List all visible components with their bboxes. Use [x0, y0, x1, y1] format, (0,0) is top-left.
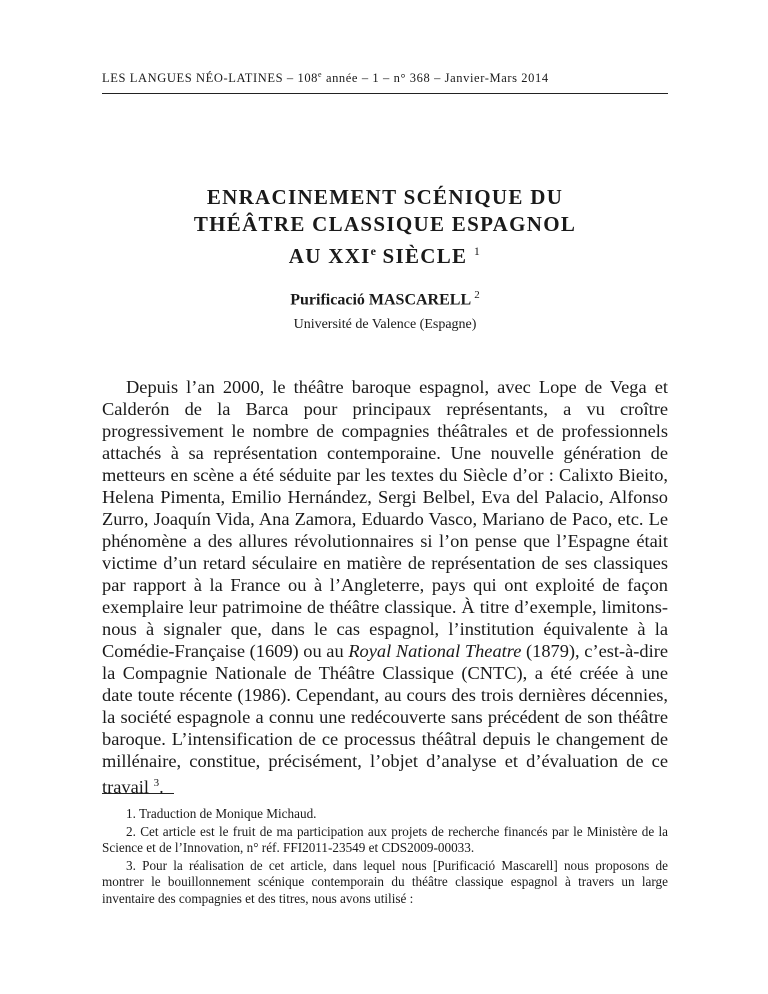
footnote-3: 3. Pour la réalisation de cet article, dans lequel nous [Purificació Mascarell] nous proposons de montrer le bouillonnement scénique contemporain du théâtre classique espagnol à travers un large inventaire des compagnies et des titres, nous avons utilisé : [102, 857, 668, 906]
title-line-2: THÉÂTRE CLASSIQUE ESPAGNOL [193, 212, 577, 236]
footnotes [102, 806, 668, 908]
footnote-ref-2[interactable]: 2 [474, 289, 480, 301]
journal-name: LES LANGUES NÉO-LATINES [102, 71, 284, 86]
italic-title: Royal National Theatre [348, 641, 522, 661]
volume-number: 108 [297, 71, 319, 86]
footnote-ref-3[interactable]: 3 [153, 777, 160, 789]
title-line-1: ENRACINEMENT SCÉNIQUE DU [206, 185, 564, 209]
author-name: Purificació MASCARELL $^2$ [290, 289, 480, 309]
author-affiliation: Université de Valence (Espagne) [293, 317, 477, 332]
title-line-3: AU XXIe SIÈCLE $^1$ [288, 244, 482, 268]
running-head: LES LANGUES NÉO-LATINES – 108e année – 1 – n° 368 – Janvier-Mars 2014 [102, 70, 668, 94]
footnote-separator [102, 793, 174, 794]
footnote-ref-1[interactable]: 1 [473, 244, 482, 258]
fascicle-number: 1 [372, 71, 380, 86]
article-title [102, 184, 668, 270]
footnote-1: 1. Traduction de Monique Michaud. [126, 806, 317, 821]
issue-number: n° 368 [393, 71, 431, 86]
footnote-2: 2. Cet article est le fruit de ma participation aux projets de recherche financés par le Ministère de la Science et de l’Innovation, n° réf. FFI2011-23549 et CDS2009-00033. [102, 823, 668, 855]
issue-date: Janvier-Mars 2014 [444, 71, 549, 86]
body-paragraph: Depuis l’an 2000, le théâtre baroque espagnol, avec Lope de Vega et Calderón de la Barca pour principaux représentants, a vu croître progressivement le nombre de compagnies théâtrales et de professionnels attachés à sa représentation contemporaine. Une nouvelle génération de metteurs en scène a été séduite par les textes du Siècle d’or : Calixto Bieito, Helena Pimenta, Emilio Hernández, Sergi Belbel, Eva del Palacio, Alfonso Zurro, Joaquín Vida, Ana Zamora, Eduardo Vasco, Mariano de Paco, etc. Le phénomène a des allures révolutionnaires si l’on pense que l’Espagne était victime d’un retard séculaire en matière de représentation de ses classiques par rapport à la France ou à l’Angleterre, pays qui ont exploité de façon exemplaire leur patrimoine de théâtre classique. À titre d’exemple, limitons-nous à signaler que, dans le cas espagnol, l’institution équivalente à la Comédie-Française (1609) ou au Royal National Theatre (1879), c’est-à-dire la Compagnie Nationale de Théâtre Classique (CNTC), a été créée à une date toute récente (1986). Cependant, au cours des trois dernières décennies, la société espagnole a connu une redécouverte sans précédent de son théâtre baroque. L’intensification de ce processus théâtral depuis le changement de millénaire, constitue, précisément, l’objet d’analyse et d’évaluation de ce travail $^3$. [102, 377, 669, 798]
